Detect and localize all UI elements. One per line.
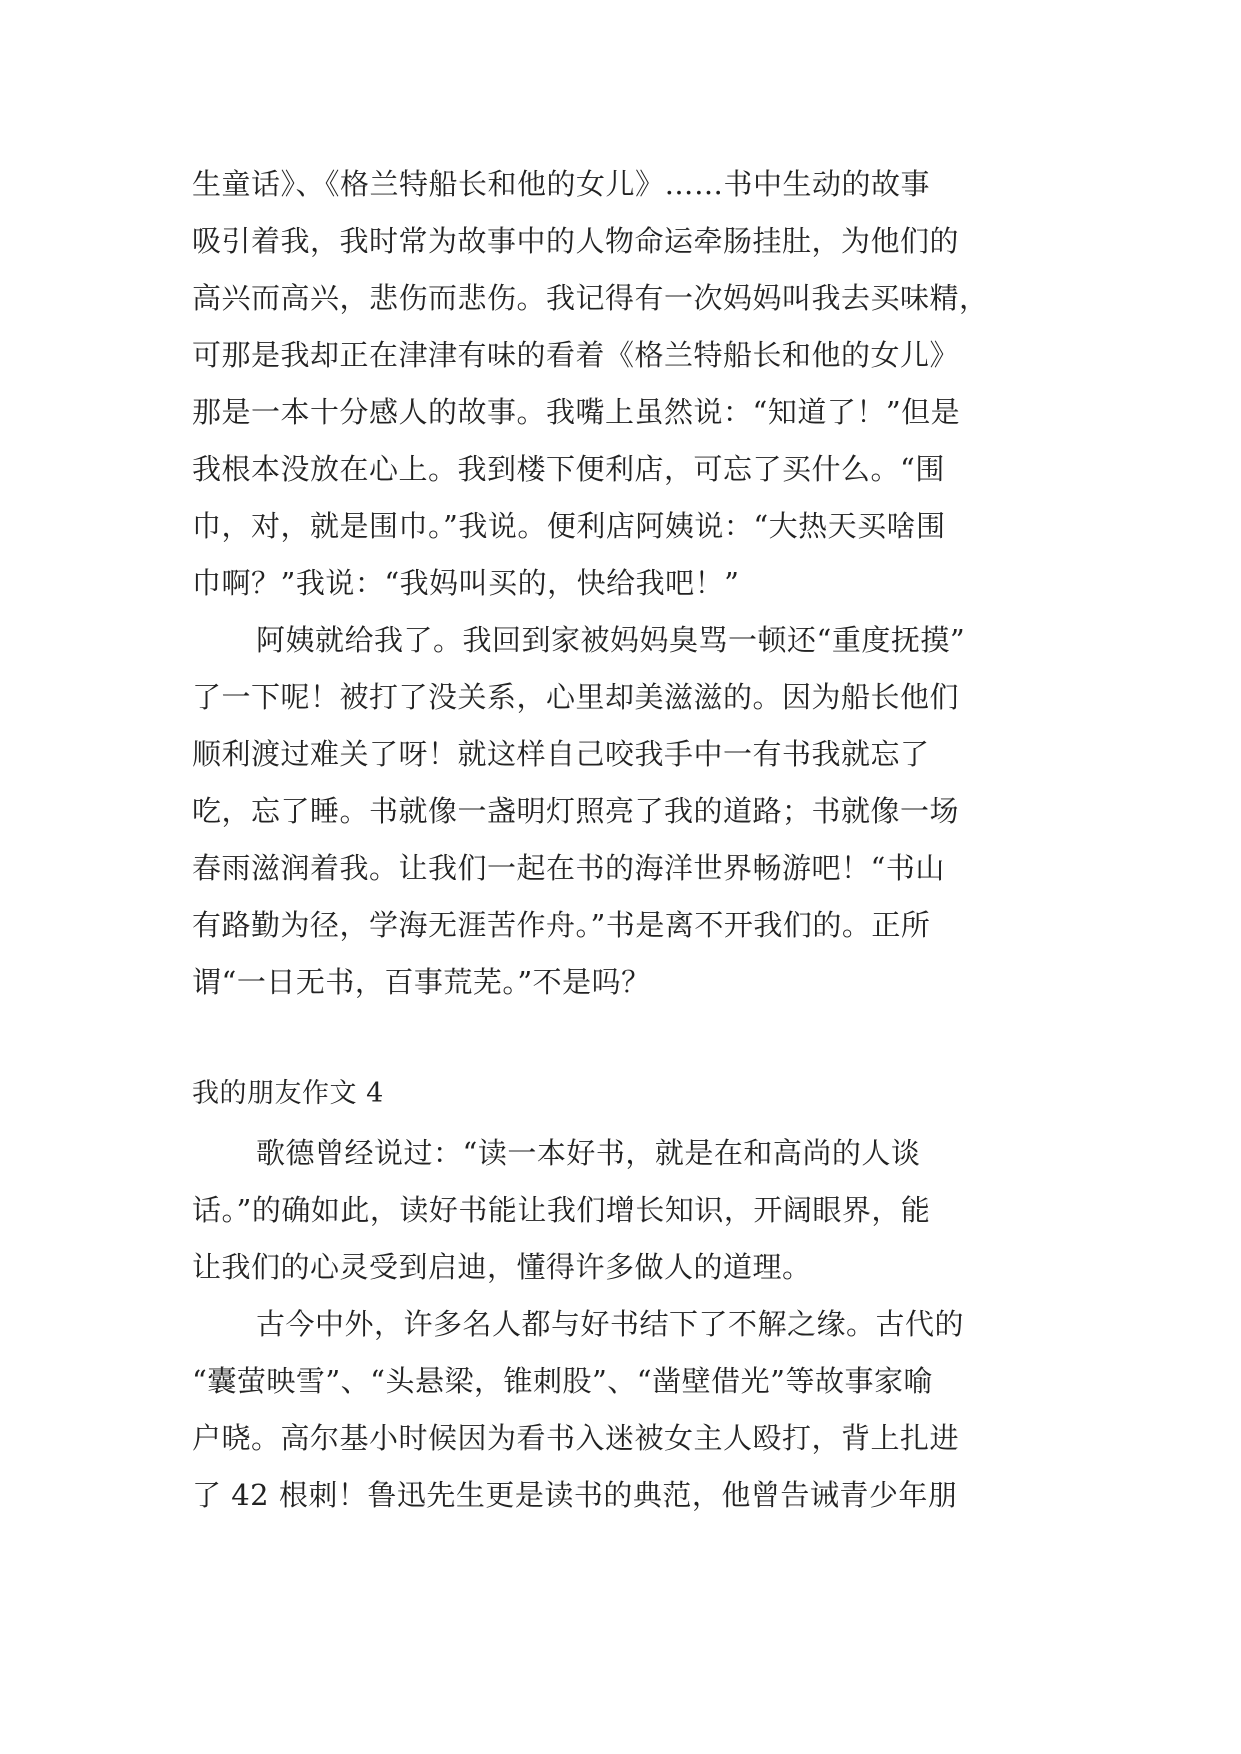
paragraph-line: 高兴而高兴，悲伤而悲伤。我记得有一次妈妈叫我去买味精， (192, 281, 989, 315)
paragraph-line: 了 42 根刺！鲁迅先生更是读书的典范，他曾告诫青少年朋 (192, 1478, 958, 1512)
paragraph-line: 户晓。高尔基小时候因为看书入迷被女主人殴打，背上扎进 (192, 1421, 960, 1455)
paragraph-first-line: 古今中外，许多名人都与好书结下了不解之缘。古代的 (256, 1307, 965, 1341)
paragraph-first-line: 阿姨就给我了。我回到家被妈妈臭骂一顿还“重度抚摸” (256, 623, 966, 657)
paragraph-line: 巾啊？”我说：“我妈叫买的，快给我吧！” (192, 566, 740, 600)
paragraph-line: 生童话》、《格兰特船长和他的女儿》……书中生动的故事 (192, 167, 931, 201)
paragraph-line: 了一下呢！被打了没关系，心里却美滋滋的。因为船长他们 (192, 680, 960, 714)
paragraph-first-line: 歌德曾经说过：“读一本好书，就是在和高尚的人谈 (256, 1136, 921, 1170)
paragraph-line: 巾，对，就是围巾。”我说。便利店阿姨说：“大热天买啥围 (192, 509, 946, 543)
paragraph-line: 让我们的心灵受到启迪，懂得许多做人的道理。 (192, 1250, 812, 1284)
paragraph-line: 可那是我却正在津津有味的看着《格兰特船长和他的女儿》 (192, 338, 960, 372)
paragraph-line: 那是一本十分感人的故事。我嘴上虽然说：“知道了！”但是 (192, 395, 961, 429)
paragraph-line: 吃，忘了睡。书就像一盏明灯照亮了我的道路；书就像一场 (192, 794, 960, 828)
paragraph-line: 我根本没放在心上。我到楼下便利店，可忘了买什么。“围 (192, 452, 945, 486)
paragraph-line: “囊萤映雪”、“头悬梁，锥刺股”、“凿壁借光”等故事家喻 (192, 1364, 933, 1398)
section-heading: 我的朋友作文 4 (192, 1078, 384, 1109)
paragraph-line: 顺利渡过难关了呀！就这样自己咬我手中一有书我就忘了 (192, 737, 930, 771)
paragraph-line: 谓“一日无书，百事荒芜。”不是吗？ (192, 965, 651, 999)
paragraph-line: 春雨滋润着我。让我们一起在书的海洋世界畅游吧！“书山 (192, 851, 945, 885)
paragraph-line: 吸引着我，我时常为故事中的人物命运牵肠挂肚，为他们的 (192, 224, 960, 258)
paragraph-line: 有路勤为径，学海无涯苦作舟。”书是离不开我们的。正所 (192, 908, 931, 942)
paragraph-line: 话。”的确如此，读好书能让我们增长知识，开阔眼界，能 (192, 1193, 931, 1227)
